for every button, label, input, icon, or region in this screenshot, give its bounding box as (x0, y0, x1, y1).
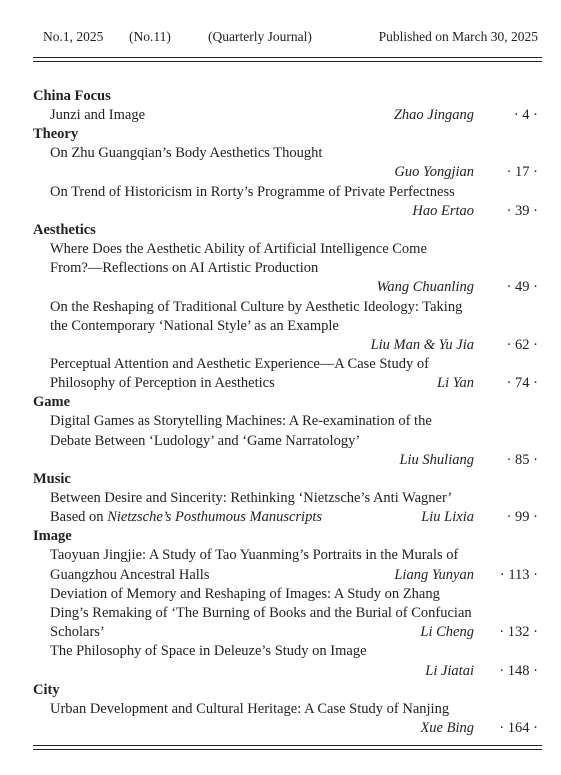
section-china-focus: China Focus (33, 88, 111, 104)
header-rule (33, 57, 542, 62)
entry-page: · 4 · (513, 107, 538, 123)
entry-title-cont: Philosophy of Perception in Aesthetics Li Yan · 74 · (33, 374, 542, 393)
toc-entry[interactable] (33, 546, 542, 584)
toc-entry[interactable] (33, 700, 542, 738)
entry-title-cont: Debate Between ‘Ludology’ and ‘Game Narratology’ (50, 432, 361, 449)
entry-title: On Zhu Guangqian’s Body Aesthetics Thought (50, 145, 323, 162)
toc-entry[interactable] (33, 298, 542, 356)
entry-title-cont: the Contemporary ‘National Style’ as an Example (50, 317, 339, 334)
journal-header (43, 29, 538, 49)
entry-title: Digital Games as Storytelling Machines: A Re-examination of the (50, 413, 432, 430)
section-music: Music (33, 471, 71, 487)
issue-number: No.1, 2025 (43, 29, 104, 44)
entry-title: Taoyuan Jingjie: A Study of Tao Yuanming’s Portraits in the Murals of (50, 547, 459, 564)
section-image: Image (33, 528, 72, 545)
toc-entry[interactable] (33, 106, 542, 125)
entry-page: · 164 · (499, 719, 538, 736)
section-theory: Theory (33, 126, 79, 143)
publication-date: Published on March 30, 2025 (378, 29, 538, 44)
entry-author: Li Jiatai (425, 662, 474, 679)
entry-title: Between Desire and Sincerity: Rethinking ‘Nietzsche’s Anti Wagner’ (50, 490, 453, 506)
entry-author: Liu Man & Yu Jia (370, 336, 474, 353)
toc-entry[interactable] (33, 412, 542, 470)
section-aesthetics: Aesthetics (33, 221, 96, 238)
toc-entry[interactable] (33, 642, 542, 680)
toc-entry[interactable] (33, 355, 542, 393)
entry-title-cont: From?—Reflections on AI Artistic Production (50, 260, 319, 277)
entry-author: Liang Yunyan (394, 566, 474, 583)
entry-author: Li Cheng (420, 624, 474, 641)
entry-page: · 85 · (506, 451, 538, 468)
entry-title-cont: Guangzhou Ancestral Halls Liang Yunyan · 113 · (33, 566, 542, 585)
cumulative-number: (No.11) (129, 29, 171, 44)
entry-title-cont: Ding’s Remaking of ‘The Burning of Books and the Burial of Confucian (50, 604, 472, 621)
toc-entry[interactable] (33, 144, 542, 182)
entry-author: Wang Chuanling (376, 279, 474, 296)
entry-author: Guo Yongjian (394, 164, 474, 181)
entry-author: Liu Lixia (421, 509, 474, 526)
book-title: Nietzsche’s Posthumous Manuscripts (107, 509, 323, 526)
entry-page: · 148 · (499, 662, 538, 679)
entry-page: · 113 · (499, 566, 538, 583)
toc-entry[interactable] (33, 240, 542, 298)
entry-title: Where Does the Aesthetic Ability of Artificial Intelligence Come (50, 240, 427, 257)
entry-page: · 39 · (506, 202, 538, 219)
entry-title: On the Reshaping of Traditional Culture by Aesthetic Ideology: Taking (50, 298, 463, 315)
entry-page: · 17 · (506, 164, 538, 181)
section-game: Game (33, 394, 71, 411)
entry-title-cont: Scholars’ Li Cheng · 132 · (33, 623, 542, 642)
entry-title-cont: Based on Nietzsche’s Posthumous Manuscripts Liu Lixia · 99 · (33, 508, 542, 527)
section-city: City (33, 681, 60, 698)
entry-page: · 62 · (506, 336, 538, 353)
footer-rule (33, 745, 542, 750)
entry-author: Zhao Jingang (393, 107, 474, 123)
entry-title: Junzi and Image Zhao Jingang · 4 · (33, 106, 542, 125)
toc-entry[interactable] (33, 489, 542, 527)
entry-title: The Philosophy of Space in Deleuze’s Study on Image (50, 643, 367, 660)
entry-author: Li Yan (437, 375, 474, 392)
entry-page: · 99 · (506, 509, 538, 526)
toc-entry[interactable] (33, 183, 542, 221)
entry-page: · 49 · (506, 279, 538, 296)
entry-title: On Trend of Historicism in Rorty’s Programme of Private Perfectness (50, 183, 455, 200)
entry-author: Liu Shuliang (399, 451, 474, 468)
toc-entry[interactable] (33, 585, 542, 643)
entry-title: Urban Development and Cultural Heritage: A Case Study of Nanjing (50, 700, 450, 717)
entry-title: Deviation of Memory and Reshaping of Images: A Study on Zhang (50, 585, 440, 602)
entry-author: Xue Bing (420, 719, 474, 736)
entry-author: Hao Ertao (412, 202, 474, 219)
entry-page: · 132 · (499, 624, 538, 641)
table-of-contents (33, 87, 542, 738)
entry-title: Perceptual Attention and Aesthetic Experience—A Case Study of (50, 356, 429, 373)
entry-page: · 74 · (506, 375, 538, 392)
journal-type: (Quarterly Journal) (208, 29, 312, 44)
